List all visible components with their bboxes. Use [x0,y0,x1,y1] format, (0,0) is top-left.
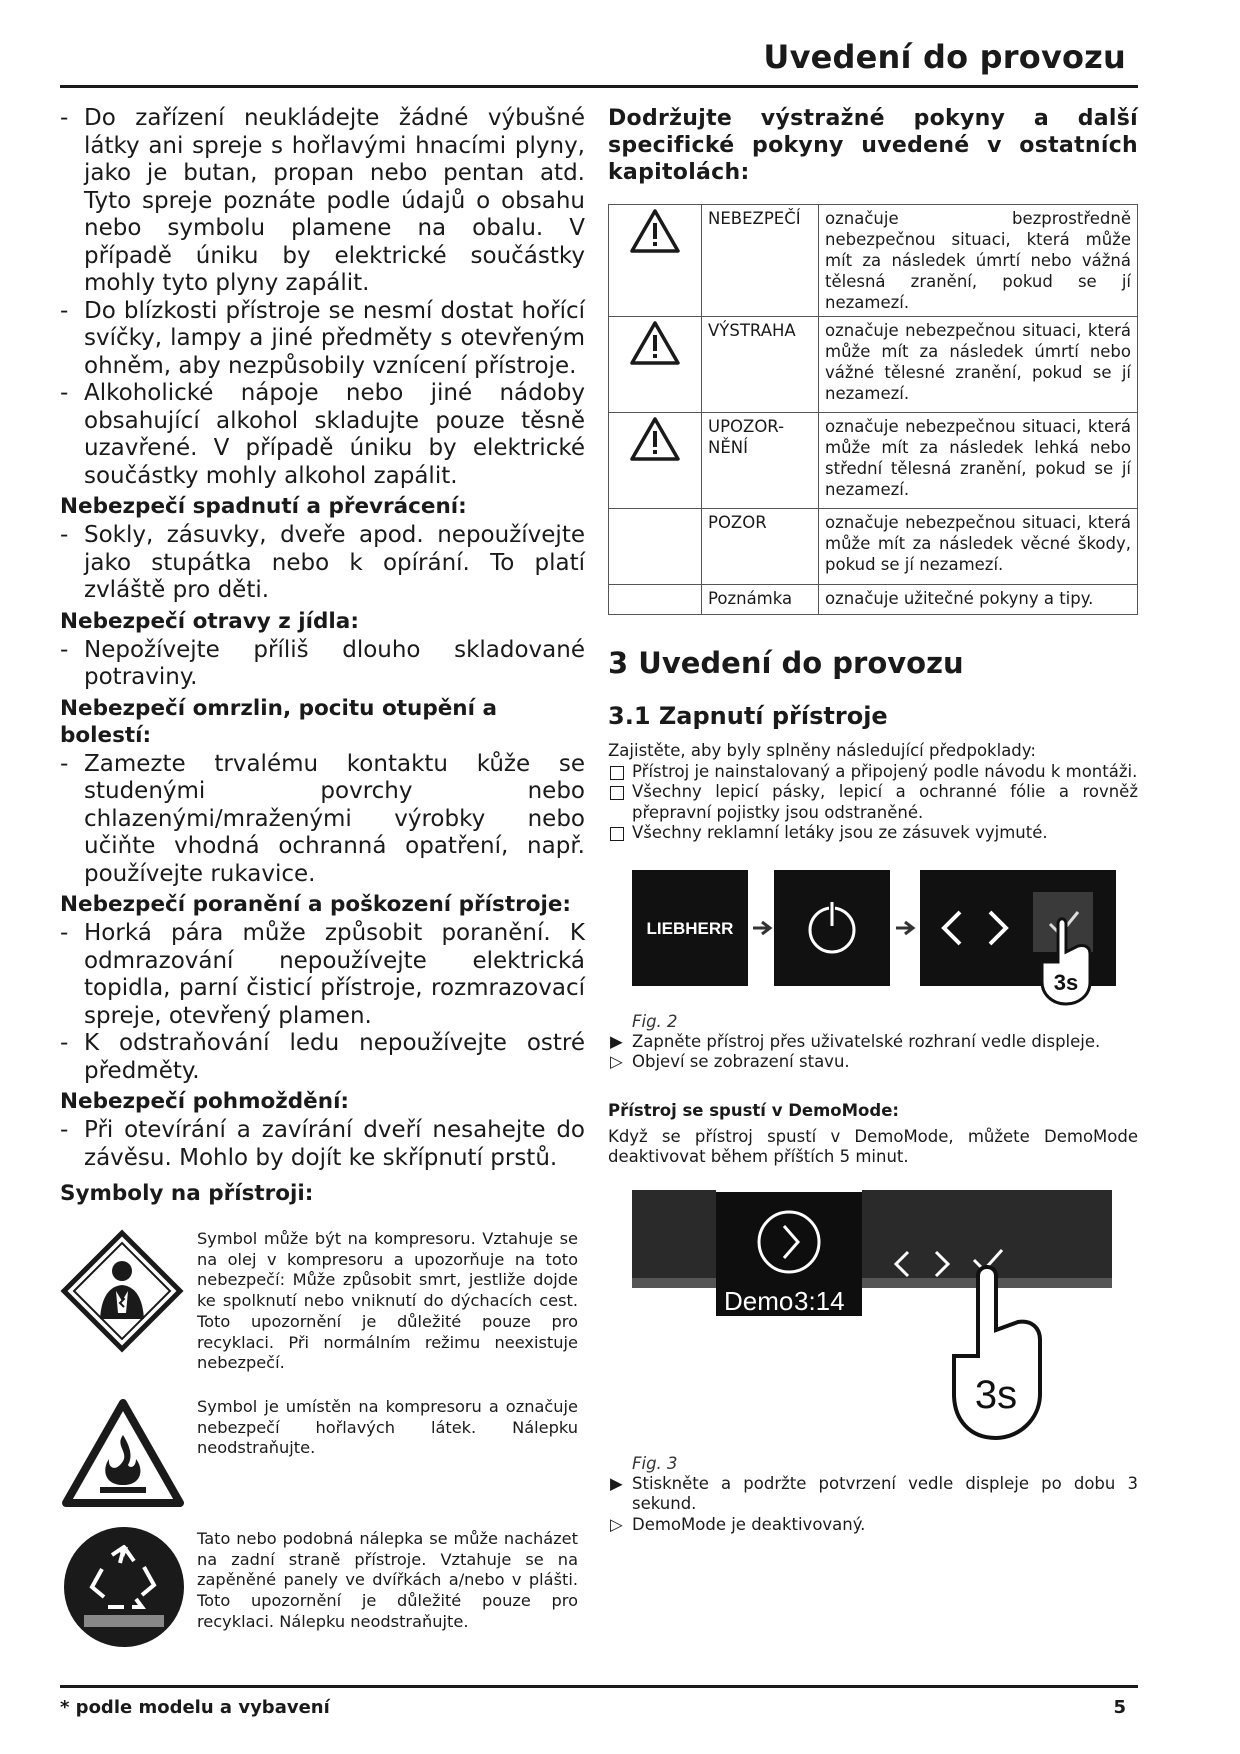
figure-caption: Fig. 2 [632,1011,678,1031]
list-item-text: Horká pára může způsobit poranění. K odmrazování nepoužívejte elektrická topidla, parní čisticí přístroje, rozmrazovací spreje, otevřený plamen. [84,920,585,1029]
section-heading: Nebezpečí omrzlin, pocitu otupění a bolestí: [60,695,497,748]
action-step [608,1474,1138,1515]
list-item: - Do blízkosti přístroje se nesmí dostat hořící svíčky, lampy a jiné předměty s otevřeným ohněm, aby nezpůsobily vznícení přístroje. [60,297,585,379]
signal-word-table [608,204,1138,615]
liberr-logo: LIEBHERR [646,918,734,938]
signal-description: označuje nebezpečnou situaci, která může mít za následek lehká nebo střední tělesná zranění, pokud se jí nezamezí. [819,413,1138,509]
figure-caption: Fig. 3 [632,1453,678,1473]
table-cell [609,317,702,413]
chapter-heading: 3 Uvedení do provozu [608,646,964,680]
table-row [609,413,1138,509]
warning-triangle-icon [629,320,681,366]
table-cell [609,205,702,317]
table-row [609,585,1138,615]
signal-description: označuje užitečné pokyny a tipy. [819,585,1138,615]
demo-timer: 3:14 [794,1285,845,1316]
table-cell [609,509,702,585]
list-item: - Do zařízení neukládejte žádné výbušné látky ani spreje s hořlavými hnacími plyny, jako je butan, propan nebo pentan atd. Tyto spreje poznáte podle údajů o obsahu nebo symbolu plamene na obalu. V případě úniku by elektrické součástky mohly tyto plyny zapálit. [60,105,585,296]
action-arrow-icon: ▶ [610,1473,623,1493]
action-text: Stiskněte a podržte potvrzení vedle displeje po dobu 3 sekund. [632,1473,1138,1513]
symbol-description: Tato nebo podobná nálepka se může nacházet na zadní straně přístroje. Vztahuje se na zapěněné panely ve dvířkách a/nebo v plášti. Toto upozornění je důležité pouze pro recyklaci. Nálepku neodstraňujte. [197,1529,578,1631]
list-item-text: Do zařízení neukládejte žádné výbušné látky ani spreje s hořlavými hnacími plyny, jako je butan, propan nebo pentan atd. Tyto spreje poznáte podle údajů o obsahu nebo symbolu plamene na obalu. V případě úniku by elektrické součástky mohly tyto plyny zapálit. [84,105,585,296]
recycling-icon [62,1525,186,1649]
list-item: - K odstraňování ledu nepoužívejte ostré předměty. [60,1030,585,1084]
signal-word: Poznámka [702,585,819,615]
list-item-text: Při otevírání a zavírání dveří nesahejte do závěsu. Mohlo by dojít ke skřípnutí prstů. [84,1117,585,1171]
list-item: - Při otevírání a zavírání dveří nesahejte do závěsu. Mohlo by dojít ke skřípnutí prstů. [60,1117,585,1171]
page-header-title: Uvedení do provozu [763,38,1126,76]
table-cell [609,585,702,615]
symbol-row [60,1229,585,1379]
signal-description: označuje nebezpečnou situaci, která může mít za následek úmrtí nebo vážné tělesné zranění, pokud se jí nezamezí. [819,317,1138,413]
symbol-row [60,1397,585,1507]
list-item-text: K odstraňování ledu nepoužívejte ostré předměty. [84,1030,585,1084]
signal-description: označuje nebezpečnou situaci, která může mít za následek věcné škody, pokud se jí nezamezí. [819,509,1138,585]
action-step [608,1032,1138,1053]
list-item-text: Alkoholické nápoje nebo jiné nádoby obsahující alkohol skladujte pouze těsně uzavřené. V případě úniku by elektrické součástky mohly alkohol zapálit. [84,380,585,489]
table-row [609,205,1138,317]
prerequisite-text: Všechny lepicí pásky, lepicí a ochranné fólie a rovněž přepravní pojistky jsou odstraněné. [632,782,1138,822]
health-hazard-icon [60,1229,184,1353]
table-cell [609,413,702,509]
list-item: - Nepožívejte příliš dlouho skladované potraviny. [60,636,585,690]
action-text: Zapněte přístroj přes uživatelské rozhraní vedle displeje. [632,1031,1101,1051]
checkbox-icon [610,766,624,780]
left-column [60,105,585,1649]
footer-note: * podle modelu a vybavení [60,1697,330,1718]
list-item-text: Do blízkosti přístroje se nesmí dostat hořící svíčky, lampy a jiné předměty s otevřeným ohněm, aby nezpůsobily vznícení přístroje. [84,297,585,379]
warning-intro: Dodržujte výstražné pokyny a další specifické pokyny uvedené v ostatních kapitolách: [608,106,1138,185]
figure-3-illustration [608,1180,1138,1450]
warning-triangle-icon [629,208,681,254]
hold-duration-label: 3s [1053,969,1079,995]
action-arrow-icon: ▶ [610,1031,623,1051]
result-text: Objeví se zobrazení stavu. [632,1052,850,1071]
result-step [608,1052,1138,1073]
demo-mode-text: Když se přístroj spustí v DemoMode, můžete DemoMode deaktivovat během příštích 5 minut. [608,1126,1138,1166]
prerequisites-intro: Zajistěte, aby byly splněny následující předpoklady: [608,741,1036,760]
list-item-text: Nepožívejte příliš dlouho skladované potraviny. [84,636,585,690]
hold-duration-label: 3s [974,1372,1018,1417]
demo-label: Demo [724,1285,794,1316]
table-row [609,509,1138,585]
result-step [608,1515,1138,1536]
list-item: - Sokly, zásuvky, dveře apod. nepoužívejte jako stupátka nebo k opírání. To platí zvláště pro děti. [60,522,585,603]
checkbox-icon [610,827,624,841]
signal-word: VÝSTRAHA [702,317,819,413]
prerequisite-item [608,823,1138,844]
symbol-description: Symbol je umístěn na kompresoru a označuje nebezpečí hořlavých látek. Nálepku neodstraňujte. [197,1397,578,1458]
page-number: 5 [1113,1697,1126,1718]
symbol-description: Symbol může být na kompresoru. Vztahuje se na olej v kompresoru a upozorňuje na toto nebezpečí: Může způsobit smrt, jestliže dojde ke spolknutí nebo vniknutí do dýchacích cest. Toto upozornění je důležité pouze pro recyklaci. Při normálním režimu neexistuje nebezpečí. [197,1229,578,1373]
prerequisite-text: Přístroj je nainstalovaný a připojený podle návodu k montáži. [632,761,1138,781]
demo-mode-heading: Přístroj se spustí v DemoMode: [608,1100,899,1120]
prerequisite-item [608,762,1138,783]
list-item: - Zamezte trvalému kontaktu kůže se studenými povrchy nebo chlazenými/mraženými výrobky nebo učiňte vhodná ochranná opatření, např. používejte rukavice. [60,750,585,887]
figure-2 [608,862,1138,1012]
list-item: - Alkoholické nápoje nebo jiné nádoby obsahující alkohol skladujte pouze těsně uzavřené. V případě úniku by elektrické součástky mohly alkohol zapálit. [60,380,585,489]
list-item: - Horká pára může způsobit poranění. K odmrazování nepoužívejte elektrická topidla, parní čisticí přístroje, rozmrazovací spreje, otevřený plamen. [60,920,585,1029]
flammable-icon [62,1399,184,1509]
result-arrow-icon: ▷ [610,1052,623,1071]
section-heading: Nebezpečí otravy z jídla: [60,608,359,634]
prerequisite-item [608,782,1138,823]
symbol-row [60,1529,585,1649]
section-heading: Symboly na přístroji: [60,1181,314,1206]
figure-2-illustration [608,862,1138,1012]
prerequisite-text: Všechny reklamní letáky jsou ze zásuvek vyjmuté. [632,823,1048,842]
table-row [609,317,1138,413]
section-heading: Nebezpečí spadnutí a převrácení: [60,494,467,519]
list-item-text: Sokly, zásuvky, dveře apod. nepoužívejte jako stupátka nebo k opírání. To platí zvláště pro děti. [84,522,585,603]
section-heading: Nebezpečí pohmoždění: [60,1089,350,1114]
signal-description: označuje bezprostředně nebezpečnou situaci, která může mít za následek úmrtí nebo vážná tělesná zranění, pokud se jí nezamezí. [819,205,1138,317]
section-heading: Nebezpečí poranění a poškození přístroje: [60,892,572,917]
list-item-text: Zamezte trvalému kontaktu kůže se studenými povrchy nebo chlazenými/mraženými výrobky nebo učiňte vhodná ochranná opatření, např. používejte rukavice. [84,750,585,887]
right-column [608,105,1138,1535]
footer-rule [60,1685,1138,1688]
figure-3 [608,1180,1138,1450]
signal-word: NEBEZPEČÍ [702,205,819,317]
warning-triangle-icon [629,416,681,462]
result-text: DemoMode je deaktivovaný. [632,1514,866,1534]
section-heading: 3.1 Zapnutí přístroje [608,702,888,730]
result-arrow-icon: ▷ [610,1514,623,1534]
header-rule [60,85,1138,88]
checkbox-icon [610,786,624,800]
signal-word: UPOZOR-NĚNÍ [702,413,819,509]
signal-word: POZOR [702,509,819,585]
